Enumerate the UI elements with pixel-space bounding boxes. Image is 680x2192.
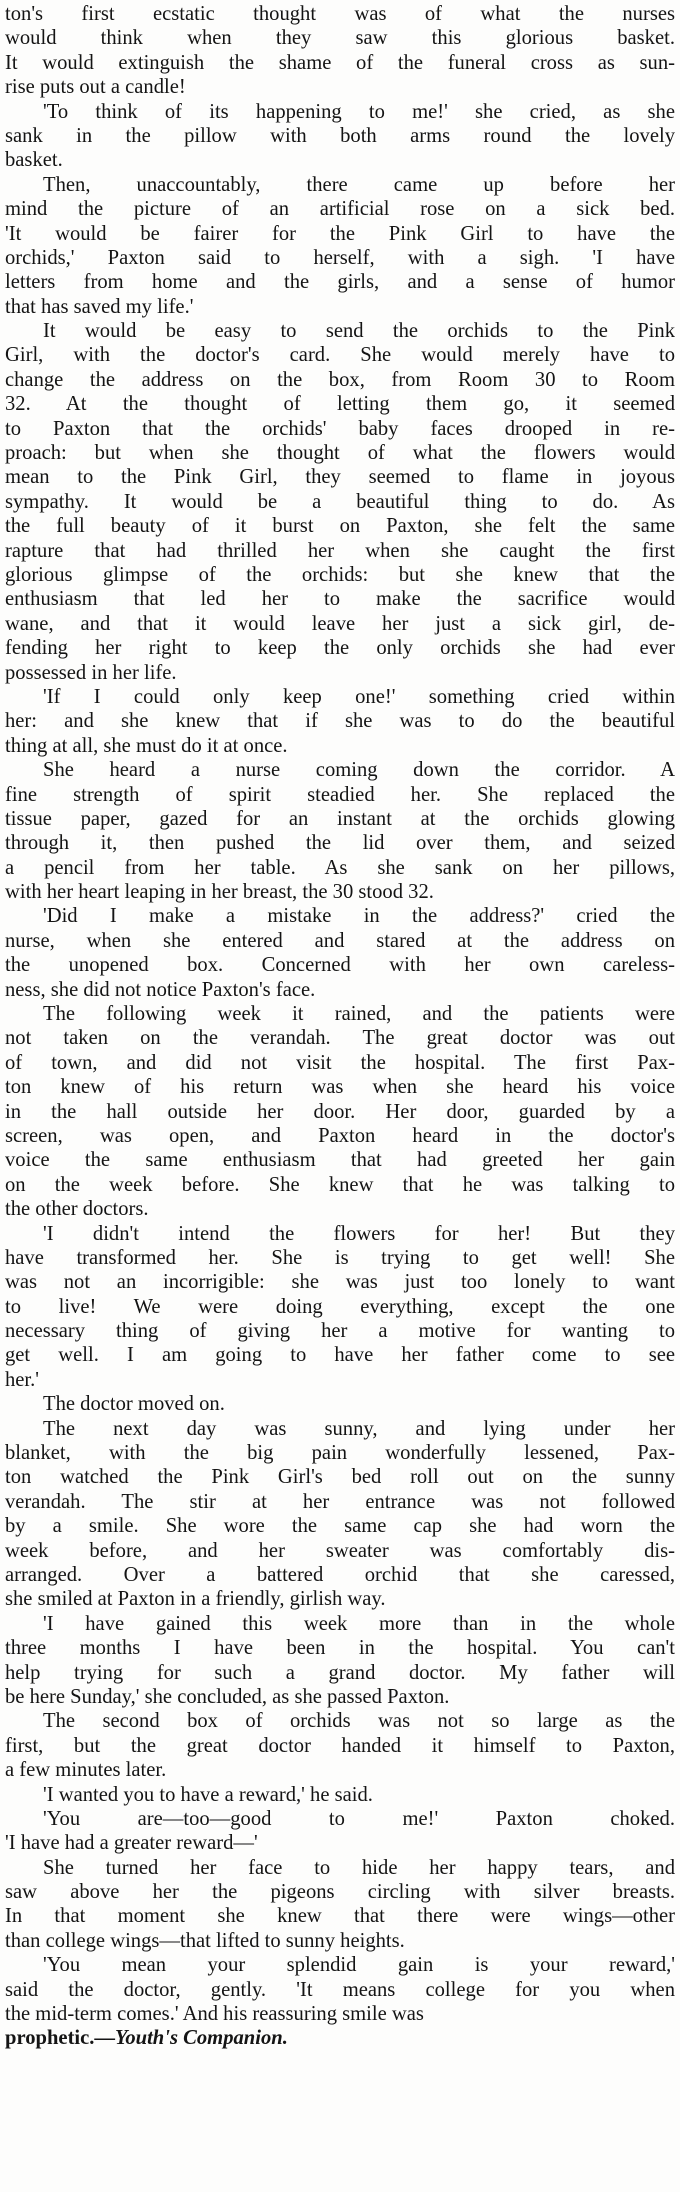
text-line: fending her right to keep the only orchids she had ever xyxy=(5,637,675,660)
text-line: In that moment she knew that there were wings—other xyxy=(5,1905,675,1928)
text-line: screen, was open, and Paxton heard in the doctor's xyxy=(5,1124,675,1147)
text-line: than college wings—that lifted to sunny heights. xyxy=(5,1929,405,1952)
text-line: a few minutes later. xyxy=(5,1759,167,1782)
text-line: was not an incorrigible: she was just too lonely to want xyxy=(5,1271,675,1294)
paragraph xyxy=(5,173,675,319)
paragraph xyxy=(5,904,675,1002)
paragraph xyxy=(5,1612,675,1710)
text-line: 'Did I make a mistake in the address?' cried the xyxy=(43,905,675,928)
text-line: rise puts out a candle! xyxy=(5,76,186,99)
closing-text: prophetic.— xyxy=(5,2027,116,2050)
text-line: said the doctor, gently. 'It means college for you when xyxy=(5,1978,675,2001)
text-line: the other doctors. xyxy=(5,1198,149,1221)
text-line: voice the same enthusiasm that had greeted her gain xyxy=(5,1149,675,1172)
text-line: Girl, with the doctor's card. She would merely have to xyxy=(5,344,675,367)
text-line: mean to the Pink Girl, they seemed to flame in joyous xyxy=(5,466,675,489)
closing-paragraph xyxy=(5,2026,675,2050)
text-line: the full beauty of it burst on Paxton, she felt the same xyxy=(5,515,675,538)
source-credit: Youth's Companion. xyxy=(115,2027,288,2050)
text-line: ton knew of his return was when she heard his voice xyxy=(5,1076,675,1099)
text-line: The doctor moved on. xyxy=(43,1393,225,1416)
text-line: fine strength of spirit steadied her. She replaced the xyxy=(5,783,675,806)
text-line: The next day was sunny, and lying under her xyxy=(43,1417,675,1440)
paragraph xyxy=(5,100,675,173)
text-line: not taken on the verandah. The great doctor was out xyxy=(5,1027,675,1050)
text-line: week before, and her sweater was comfortably dis- xyxy=(5,1539,675,1562)
text-line: that has saved my life.' xyxy=(5,295,194,318)
text-line: 'To think of its happening to me!' she cried, as she xyxy=(43,100,675,123)
text-line: 'If I could only keep one!' something cried within xyxy=(43,685,675,708)
text-line: 32. At the thought of letting them go, it seemed xyxy=(5,393,675,416)
text-line: It would extinguish the shame of the funeral cross as sun- xyxy=(5,51,675,74)
text-line: sank in the pillow with both arms round the lovely xyxy=(5,124,675,147)
text-line: on the week before. She knew that he was talking to xyxy=(5,1173,675,1196)
text-line: glorious glimpse of the orchids: but she knew that the xyxy=(5,563,675,586)
text-line: a pencil from her table. As she sank on her pillows, xyxy=(5,856,675,879)
text-line: Then, unaccountably, there came up before her xyxy=(43,173,675,196)
paragraph xyxy=(5,1807,675,1856)
text-line: orchids,' Paxton said to herself, with a sigh. 'I have xyxy=(5,246,675,269)
paragraph xyxy=(5,1392,675,1416)
text-line: She heard a nurse coming down the corridor. A xyxy=(43,759,675,782)
text-line: thing at all, she must do it at once. xyxy=(5,734,288,757)
text-line: rapture that had thrilled her when she caught the first xyxy=(5,539,675,562)
article-body xyxy=(5,2,675,2051)
text-line: letters from home and the girls, and a sense of humor xyxy=(5,271,675,294)
text-line: mind the picture of an artificial rose on a sick bed. xyxy=(5,198,675,221)
text-line: she smiled at Paxton in a friendly, girlish way. xyxy=(5,1588,386,1611)
text-line: her: and she knew that if she was to do the beautiful xyxy=(5,710,675,733)
paragraph xyxy=(5,1417,675,1612)
text-line: 'You are—too—good to me!' Paxton choked. xyxy=(43,1807,675,1830)
text-line: change the address on the box, from Room 30 to Room xyxy=(5,368,675,391)
text-line: to live! We were doing everything, except the one xyxy=(5,1295,675,1318)
text-line: ness, she did not notice Paxton's face. xyxy=(5,978,316,1001)
paragraph xyxy=(5,758,675,904)
paragraph xyxy=(5,1709,675,1782)
text-line: The following week it rained, and the patients were xyxy=(43,1003,675,1026)
paragraph xyxy=(5,2,675,100)
paragraph xyxy=(5,319,675,685)
text-line: basket. xyxy=(5,149,63,172)
text-line: ton watched the Pink Girl's bed roll out on the sunny xyxy=(5,1466,675,1489)
text-line: with her heart leaping in her breast, the 30 stood 32. xyxy=(5,881,434,904)
text-line: of town, and did not visit the hospital. The first Pax- xyxy=(5,1051,675,1074)
text-line: 'I wanted you to have a reward,' he said. xyxy=(43,1783,373,1806)
text-line: the mid-term comes.' And his reassuring smile was xyxy=(5,2003,424,2026)
paragraph xyxy=(5,1953,675,2026)
paragraph xyxy=(5,1783,675,1807)
text-line: tissue paper, gazed for an instant at the orchids glowing xyxy=(5,807,675,830)
paragraph xyxy=(5,1856,675,1954)
text-line: help trying for such a grand doctor. My father will xyxy=(5,1661,675,1684)
paragraph xyxy=(5,685,675,758)
text-line: 'I have gained this week more than in the whole xyxy=(43,1612,675,1635)
text-line: arranged. Over a battered orchid that she caressed, xyxy=(5,1564,675,1586)
text-line: three months I have been in the hospital. You can't xyxy=(5,1637,675,1660)
closing-line xyxy=(5,2026,675,2050)
text-line: to Paxton that the orchids' baby faces drooped in re- xyxy=(5,417,675,440)
text-line: 'It would be fairer for the Pink Girl to have the xyxy=(5,222,675,245)
text-line: 'I didn't intend the flowers for her! But they xyxy=(43,1222,675,1245)
text-line: The second box of orchids was not so large as the xyxy=(43,1710,675,1733)
text-line: first, but the great doctor handed it himself to Paxton, xyxy=(5,1734,675,1757)
text-line: blanket, with the big pain wonderfully lessened, Pax- xyxy=(5,1442,675,1465)
text-line: She turned her face to hide her happy tears, and xyxy=(43,1856,675,1879)
text-line: 'I have had a greater reward—' xyxy=(5,1832,258,1855)
text-line: her.' xyxy=(5,1368,40,1391)
paragraph xyxy=(5,1222,675,1393)
paragraph xyxy=(5,1002,675,1222)
text-line: be here Sunday,' she concluded, as she passed Paxton. xyxy=(5,1685,450,1708)
text-line: necessary thing of giving her a motive for wanting to xyxy=(5,1320,675,1343)
text-line: would think when they saw this glorious basket. xyxy=(5,27,675,50)
text-line: enthusiasm that led her to make the sacrifice would xyxy=(5,588,675,611)
text-line: proach: but when she thought of what the flowers would xyxy=(5,442,675,465)
text-line: saw above her the pigeons circling with silver breasts. xyxy=(5,1881,675,1904)
text-line: get well. I am going to have her father come to see xyxy=(5,1344,675,1367)
text-line: through it, then pushed the lid over them, and seized xyxy=(5,832,675,855)
text-line: nurse, when she entered and stared at the address on xyxy=(5,929,675,952)
text-line: ton's first ecstatic thought was of what the nurses xyxy=(5,3,675,25)
text-line: possessed in her life. xyxy=(5,661,177,684)
text-line: have transformed her. She is trying to get well! She xyxy=(5,1246,675,1269)
text-line: wane, and that it would leave her just a sick girl, de- xyxy=(5,612,675,635)
text-line: by a smile. She wore the same cap she had worn the xyxy=(5,1515,675,1538)
text-line: sympathy. It would be a beautiful thing to do. As xyxy=(5,490,675,513)
text-line: verandah. The stir at her entrance was not followed xyxy=(5,1490,675,1513)
text-line: 'You mean your splendid gain is your reward,' xyxy=(43,1954,675,1977)
text-line: the unopened box. Concerned with her own careless- xyxy=(5,954,675,977)
text-line: in the hall outside her door. Her door, guarded by a xyxy=(5,1100,675,1123)
text-line: It would be easy to send the orchids to the Pink xyxy=(43,320,675,343)
